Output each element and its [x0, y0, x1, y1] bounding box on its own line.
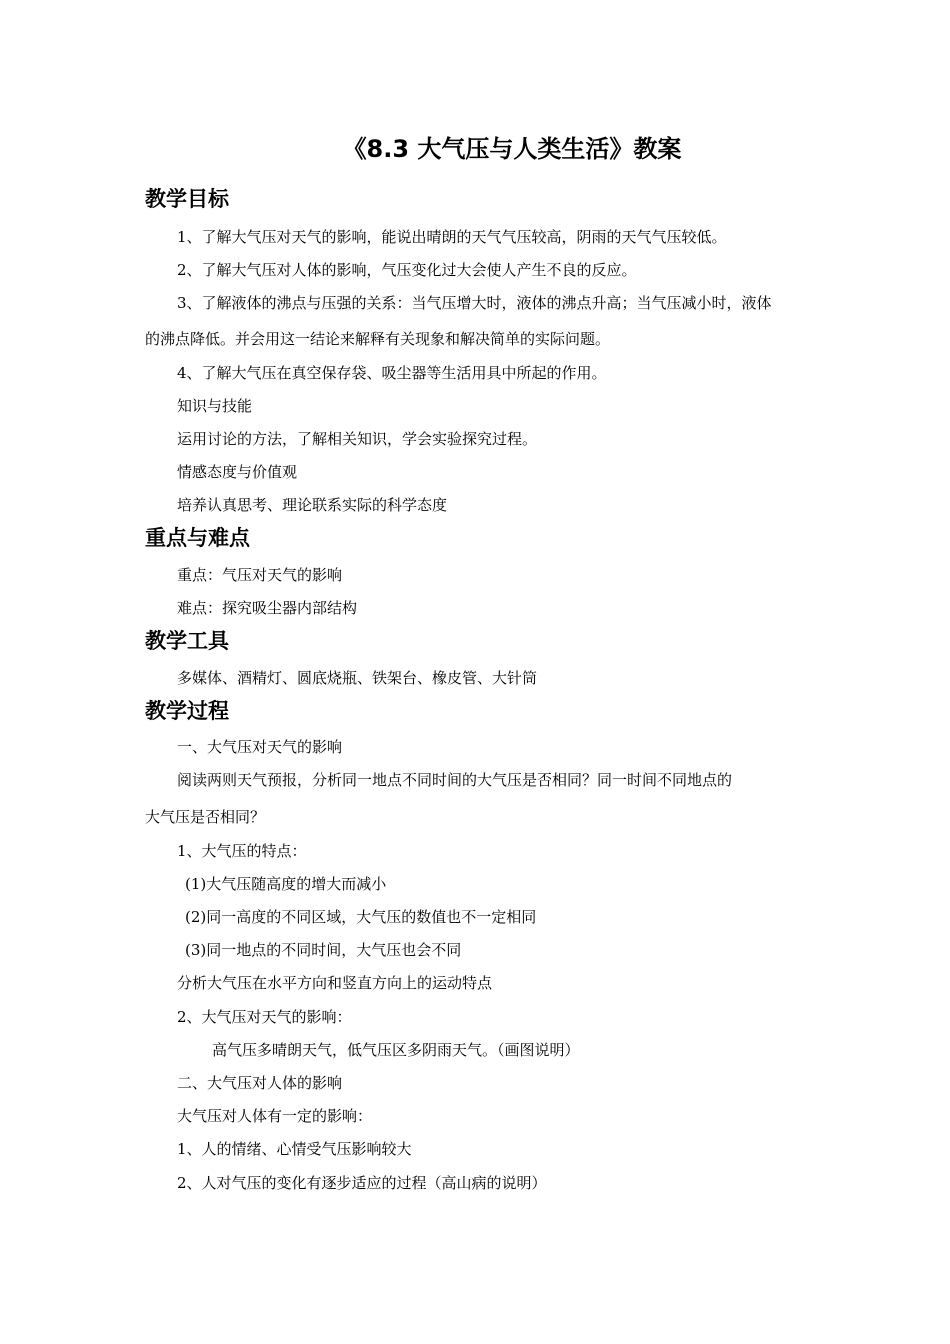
heading-key-difficult-points: 重点与难点 — [145, 526, 250, 550]
subheading-emotion-values: 情感态度与价值观 — [177, 463, 298, 481]
paragraph: 的沸点降低。并会用这一结论来解释有关现象和解决简单的实际问题。 — [145, 330, 611, 348]
list-item: (2)同一高度的不同区域，大气压的数值也不一定相同 — [185, 908, 537, 926]
paragraph: 阅读两则天气预报，分析同一地点不同时间的大气压是否相同？同一时间不同地点的 — [177, 771, 733, 789]
paragraph: 重点：气压对天气的影响 — [177, 566, 343, 584]
paragraph: 2、了解大气压对人体的影响，气压变化过大会使人产生不良的反应。 — [177, 261, 637, 279]
paragraph: 二、大气压对人体的影响 — [177, 1074, 343, 1092]
paragraph: 1、了解大气压对天气的影响，能说出晴朗的天气气压较高，阴雨的天气气压较低。 — [177, 228, 727, 246]
paragraph: 高气压多晴朗天气，低气压区多阴雨天气。（画图说明） — [212, 1041, 580, 1059]
paragraph: 多媒体、酒精灯、圆底烧瓶、铁架台、橡皮管、大针筒 — [177, 669, 538, 687]
heading-teaching-process: 教学过程 — [145, 699, 229, 723]
paragraph: 大气压对人体有一定的影响： — [177, 1107, 373, 1125]
paragraph: 运用讨论的方法，了解相关知识，学会实验探究过程。 — [177, 430, 538, 448]
heading-teaching-goals: 教学目标 — [145, 187, 229, 211]
paragraph: 培养认真思考、理论联系实际的科学态度 — [177, 496, 448, 514]
list-item: (1)大气压随高度的增大而减小 — [185, 875, 387, 893]
heading-teaching-tools: 教学工具 — [145, 629, 229, 653]
paragraph: 1、人的情绪、心情受气压影响较大 — [177, 1140, 412, 1158]
list-item: (3)同一地点的不同时间，大气压也会不同 — [185, 941, 462, 959]
paragraph: 3、了解液体的沸点与压强的关系：当气压增大时，液体的沸点升高；当气压减小时，液体 — [177, 294, 772, 312]
subheading-knowledge-skills: 知识与技能 — [177, 397, 253, 415]
document-title: 《8.3 大气压与人类生活》教案 — [342, 135, 682, 163]
paragraph: 分析大气压在水平方向和竖直方向上的运动特点 — [177, 974, 493, 992]
paragraph: 2、人对气压的变化有逐步适应的过程（高山病的说明） — [177, 1174, 547, 1192]
paragraph: 1、大气压的特点： — [177, 842, 307, 860]
paragraph: 4、了解大气压在真空保存袋、吸尘器等生活用具中所起的作用。 — [177, 364, 607, 382]
paragraph: 2、大气压对天气的影响： — [177, 1008, 352, 1026]
paragraph: 一、大气压对天气的影响 — [177, 738, 343, 756]
paragraph: 大气压是否相同？ — [145, 808, 266, 826]
paragraph: 难点：探究吸尘器内部结构 — [177, 599, 358, 617]
